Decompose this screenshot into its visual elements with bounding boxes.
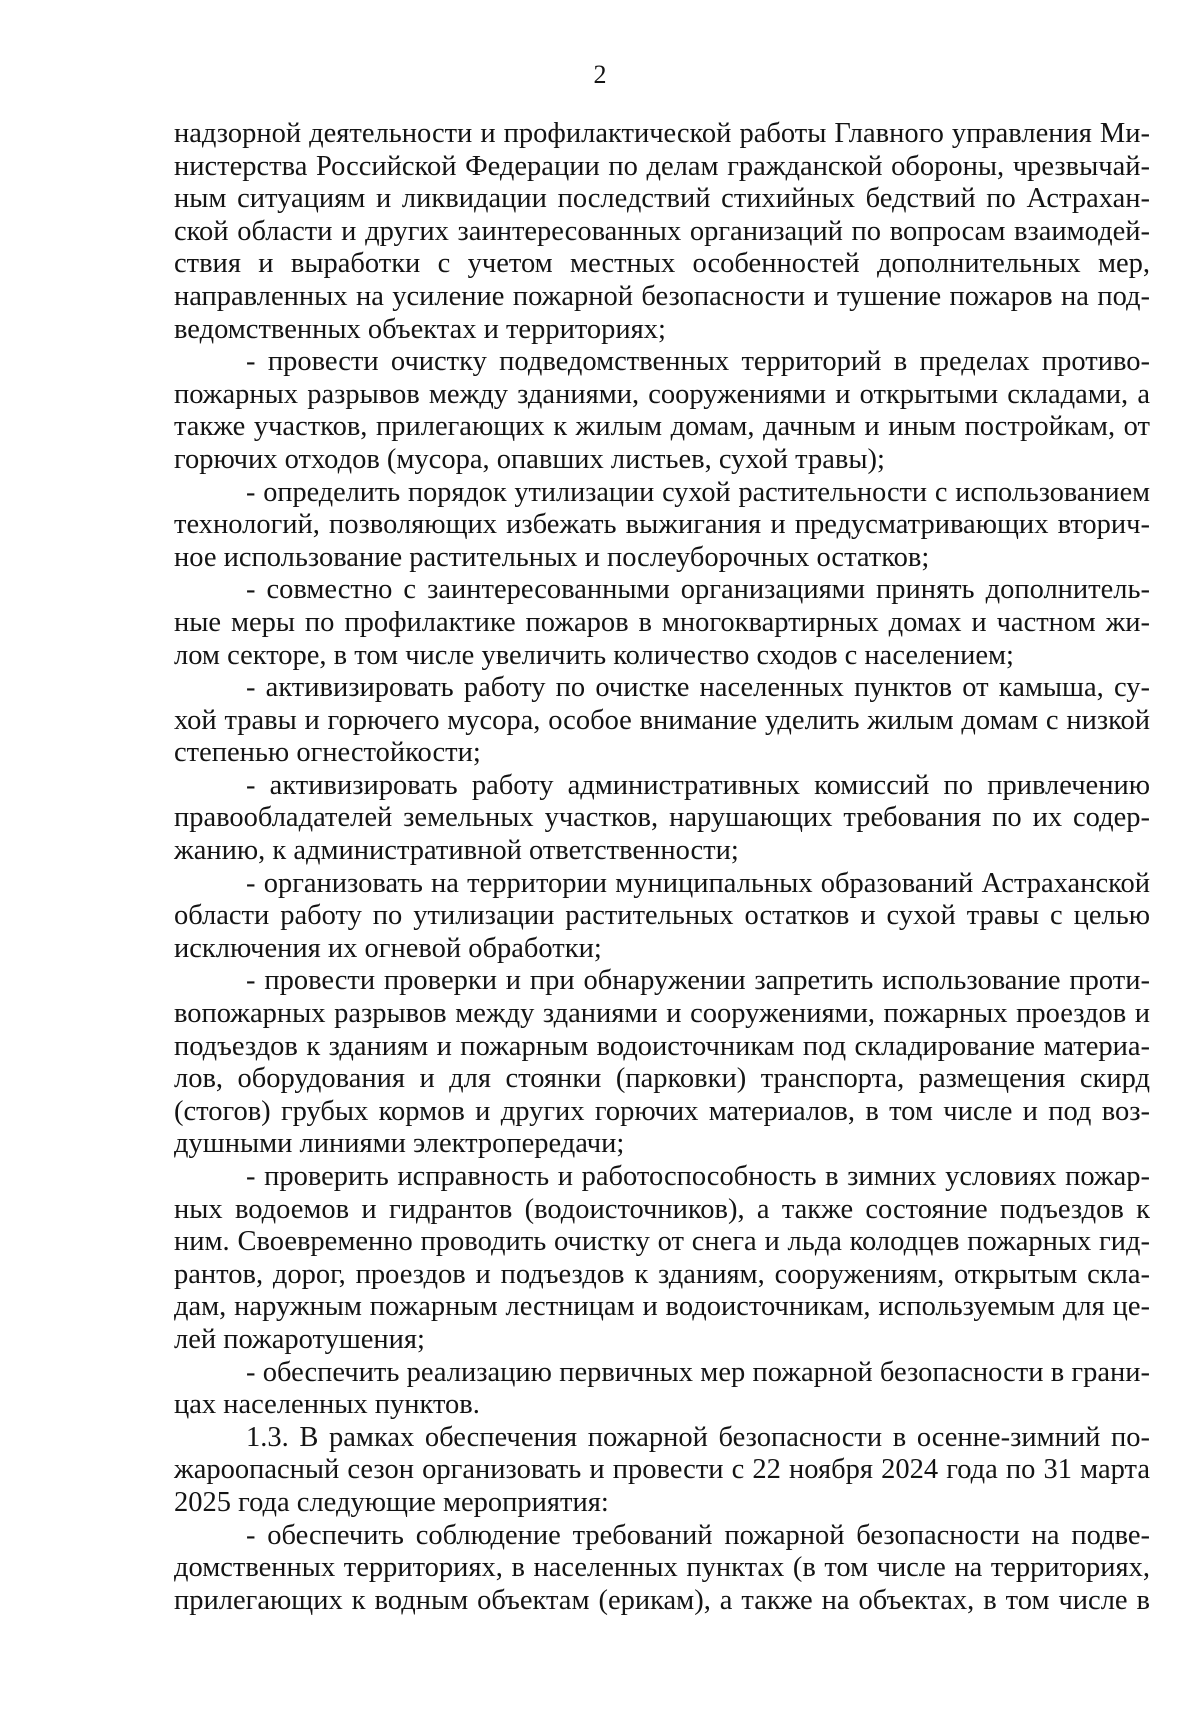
page-number: 2 bbox=[593, 60, 607, 89]
text-line: 1.3. В рамках обеспечения пожарной безопасности в осенне-зимний по- bbox=[246, 1421, 1150, 1453]
text-line: вопожарных разрывов между зданиями и сооружениями, пожарных проездов и bbox=[174, 998, 1150, 1030]
text-line: - провести очистку подведомственных территорий в пределах противо- bbox=[246, 346, 1150, 378]
text-line: жанию, к административной ответственности; bbox=[174, 835, 739, 867]
text-line: лов, оборудования и для стоянки (парковки) транспорта, размещения скирд bbox=[174, 1063, 1150, 1095]
text-line: - активизировать работу административных комиссий по привлечению bbox=[246, 769, 1150, 801]
text-line: исключения их огневой обработки; bbox=[174, 932, 602, 964]
text-line: - обеспечить реализацию первичных мер пожарной безопасности в грани- bbox=[246, 1356, 1150, 1388]
text-line: жароопасный сезон организовать и провести с 22 ноября 2024 года по 31 марта bbox=[174, 1454, 1150, 1486]
text-line: прилегающих к водным объектам (ерикам), а также на объектах, в том числе в bbox=[174, 1584, 1150, 1616]
text-line: подъездов к зданиям и пожарным водоисточникам под складирование материа- bbox=[174, 1030, 1150, 1062]
text-line: рантов, дорог, проездов и подъездов к зданиям, сооружениям, открытым скла- bbox=[174, 1258, 1150, 1290]
text-line: лом секторе, в том числе увеличить количество сходов с населением; bbox=[174, 639, 1014, 671]
text-line: - провести проверки и при обнаружении запретить использование проти- bbox=[246, 965, 1150, 997]
text-line: - организовать на территории муниципальных образований Астраханской bbox=[246, 867, 1150, 899]
text-line: - проверить исправность и работоспособность в зимних условиях пожар- bbox=[246, 1161, 1150, 1192]
text-line: (стогов) грубых кормов и других горючих материалов, в том числе и под воз- bbox=[174, 1095, 1150, 1127]
text-line: ное использование растительных и послеуборочных остатков; bbox=[174, 541, 930, 573]
text-line: ской области и других заинтересованных организаций по вопросам взаимодей- bbox=[174, 215, 1150, 247]
text-line: душными линиями электропередачи; bbox=[174, 1128, 625, 1160]
text-line: - активизировать работу по очистке населенных пунктов от камыша, су- bbox=[246, 672, 1150, 704]
text-line: нистерства Российской Федерации по делам гражданской обороны, чрезвычай- bbox=[174, 150, 1150, 182]
text-line: лей пожаротушения; bbox=[174, 1323, 425, 1355]
text-line: - обеспечить соблюдение требований пожарной безопасности на подве- bbox=[246, 1519, 1150, 1551]
text-line: ствия и выработки с учетом местных особенностей дополнительных мер, bbox=[174, 248, 1150, 280]
text-line: ных водоемов и гидрантов (водоисточников), а также состояние подъездов к bbox=[174, 1193, 1150, 1225]
text-line: пожарных разрывов между зданиями, сооружениями и открытыми складами, а bbox=[174, 378, 1150, 410]
text-line: ним. Своевременно проводить очистку от снега и льда колодцев пожарных гид- bbox=[174, 1226, 1150, 1258]
text-line: также участков, прилегающих к жилым домам, дачным и иным постройкам, от bbox=[174, 411, 1150, 443]
text-line: правообладателей земельных участков, нарушающих требования по их содер- bbox=[174, 802, 1150, 834]
text-line: технологий, позволяющих избежать выжигания и предусматривающих вторич- bbox=[174, 509, 1150, 541]
text-line: ным ситуациям и ликвидации последствий стихийных бедствий по Астрахан- bbox=[174, 183, 1150, 215]
text-line: хой травы и горючего мусора, особое внимание уделить жилым домам с низкой bbox=[174, 704, 1150, 736]
text-line: надзорной деятельности и профилактической работы Главного управления Ми- bbox=[174, 118, 1150, 149]
text-line: ведомственных объектах и территориях; bbox=[174, 313, 666, 345]
text-line: цах населенных пунктов. bbox=[174, 1389, 480, 1421]
text-line: - совместно с заинтересованными организациями принять дополнитель- bbox=[246, 574, 1150, 606]
text-line: степенью огнестойкости; bbox=[174, 737, 481, 769]
text-line: дам, наружным пожарным лестницам и водоисточникам, используемым для це- bbox=[174, 1291, 1150, 1323]
text-line: области работу по утилизации растительных остатков и сухой травы с целью bbox=[174, 900, 1150, 932]
text-line: 2025 года следующие мероприятия: bbox=[174, 1486, 609, 1518]
text-line: горючих отходов (мусора, опавших листьев, сухой травы); bbox=[174, 443, 885, 475]
text-line: направленных на усиление пожарной безопасности и тушение пожаров на под- bbox=[174, 280, 1150, 312]
document-body bbox=[174, 118, 1150, 1617]
text-line: домственных территориях, в населенных пунктах (в том числе на территориях, bbox=[174, 1552, 1150, 1584]
text-line: ные меры по профилактике пожаров в многоквартирных домах и частном жи- bbox=[174, 606, 1150, 638]
text-line: - определить порядок утилизации сухой растительности с использованием bbox=[246, 476, 1150, 508]
